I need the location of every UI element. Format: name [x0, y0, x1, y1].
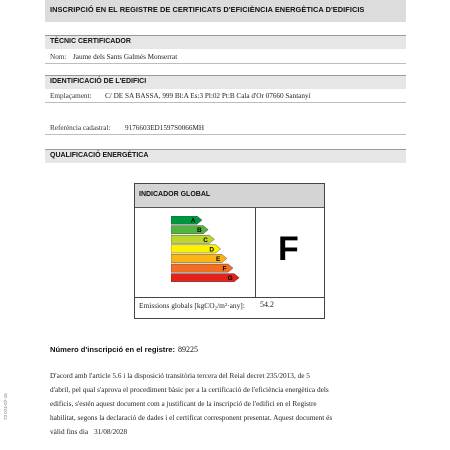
- energy-class-letter-b: B: [196, 227, 202, 235]
- energy-class-bar-a: [171, 216, 202, 224]
- row-cadastral: [45, 121, 406, 135]
- energy-class-f: [171, 264, 233, 273]
- section-header-tecnic: [45, 35, 406, 49]
- valid-until-prefix: vàlid fins dia: [50, 427, 89, 436]
- energy-class-c: [171, 235, 214, 244]
- registration-number: 89225: [178, 345, 199, 354]
- row-location: [45, 89, 406, 103]
- energy-class-a: [171, 216, 202, 225]
- value-cadastral: 9176603ED1597S0066MH: [125, 124, 205, 132]
- energy-class-bar-b: [171, 226, 208, 234]
- indicator-header: [135, 184, 324, 208]
- section-header-qualificacio: [45, 149, 406, 163]
- paragraph-line-2: d'abril, pel qual s'aprova el procediment bàsic per a la certificació de l'eficiència energètica dels: [50, 385, 329, 394]
- label-location: Emplaçament:: [50, 92, 92, 100]
- paragraph-line-3: edificis, s'estén aquest document com a justificant de la inscripció de l'edifici en el Registre: [50, 399, 317, 408]
- side-reference-code: 73 074-07-16: [3, 393, 8, 420]
- energy-class-letter-c: C: [203, 236, 208, 244]
- energy-class-d: [171, 245, 221, 254]
- section-header-edifici: [45, 75, 406, 89]
- section-title-qualificacio: QUALIFICACIÓ ENERGÈTICA: [50, 152, 149, 159]
- energy-class-e: [171, 254, 227, 263]
- section-title-tecnic: TÈCNIC CERTIFICADOR: [50, 38, 131, 45]
- registration-label: Número d'inscripció en el registre:: [50, 345, 176, 354]
- energy-scale-graphic: [171, 216, 241, 288]
- indicator-divider: [255, 208, 256, 297]
- energy-indicator-box: [134, 183, 325, 319]
- energy-class-b: [171, 226, 208, 235]
- energy-class-letter-a: A: [190, 217, 196, 225]
- label-name: Nom:: [50, 53, 67, 61]
- value-name: Jaume dels Sants Galmés Monserrat: [73, 53, 178, 61]
- paragraph-line-5: [50, 428, 406, 435]
- indicator-separator: [135, 297, 324, 298]
- energy-class-letter-f: F: [222, 265, 227, 273]
- label-cadastral: Referència cadastral:: [50, 124, 111, 132]
- energy-class-letter-d: D: [209, 246, 215, 254]
- energy-class-g: [171, 274, 239, 283]
- value-location: C/ DE SA BASSA, 999 Bl:A Es:3 Pl:02 Pt:B Cala d'Or 07660 Santanyí: [105, 92, 311, 100]
- document-title-bar: [45, 0, 406, 22]
- emissions-label: Emissions globals [kgCO₂/m²·any]:: [139, 301, 245, 310]
- section-title-edifici: IDENTIFICACIÓ DE L'EDIFICI: [50, 78, 147, 85]
- energy-class-letter-g: G: [227, 275, 233, 283]
- indicator-title: INDICADOR GLOBAL: [139, 191, 211, 198]
- valid-until-date: 31/08/2028: [93, 427, 128, 436]
- emissions-value: 54.2: [260, 300, 274, 309]
- registration-line: [50, 345, 198, 354]
- energy-grade: F: [278, 230, 299, 268]
- paragraph-line-1: D'acord amb l'article 5.6 i la disposició transitòria tercera del Reial decret 235/2013, de 5: [50, 371, 310, 380]
- energy-class-letter-e: E: [215, 256, 221, 263]
- row-tecnic-name: [45, 50, 406, 64]
- document-title: INSCRIPCIÓ EN EL REGISTRE DE CERTIFICATS D'EFICIÈNCIA ENERGÈTICA D'EDIFICIS: [50, 5, 365, 14]
- paragraph-line-4: habilitat, segons la declaració de dades i el certificat corresponent presentat. Aquest document és: [50, 413, 333, 422]
